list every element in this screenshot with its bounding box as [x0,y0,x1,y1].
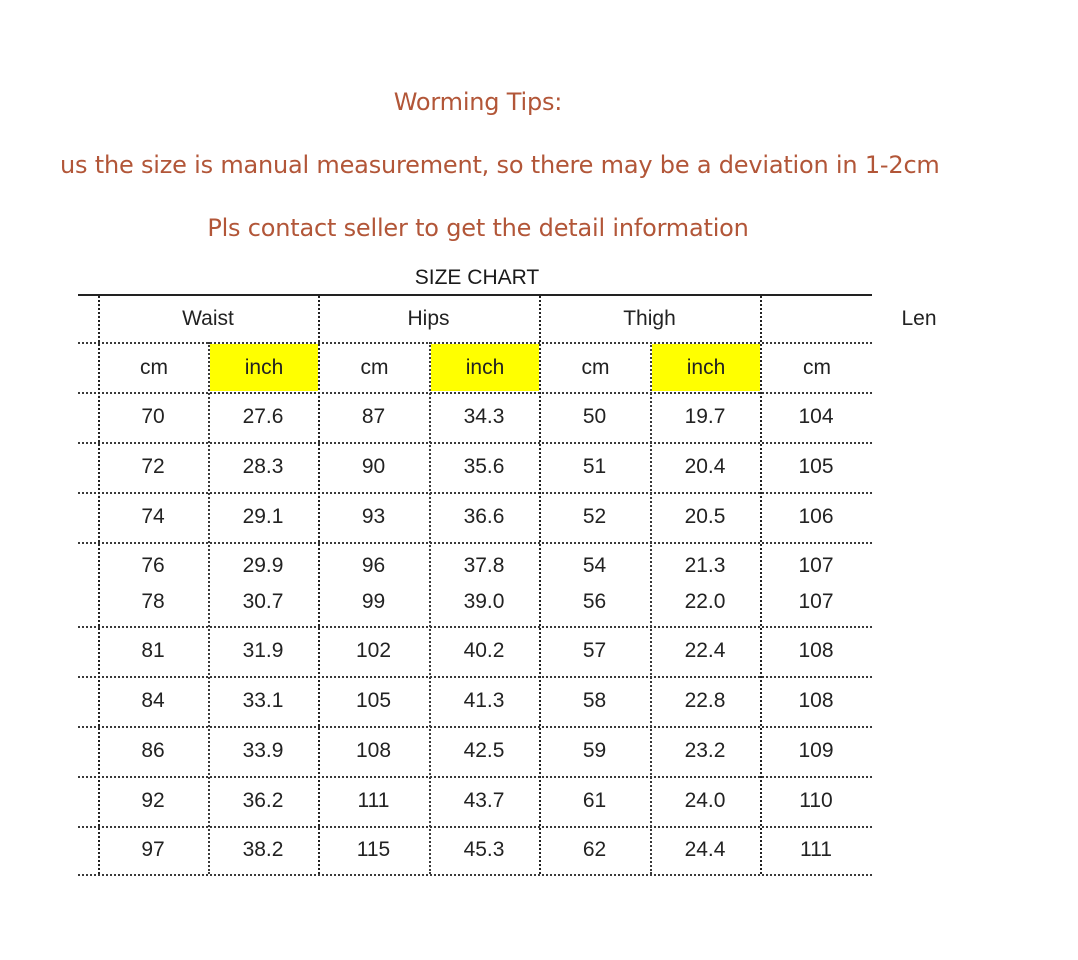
cell-value: 74 [141,505,165,528]
cell-value: 110 [799,789,833,812]
table-cell [539,826,650,874]
unit-header-inch: inch [652,344,760,391]
cell-value: 107 [798,590,834,613]
unit-header-inch: inch [431,344,539,391]
cell-value: 105 [355,689,392,712]
table-cell [429,676,539,726]
table-cell [760,542,872,626]
table-cell [650,442,760,492]
cell-value: 78 [141,590,165,613]
table-cell [429,492,539,542]
cell-value: 50 [582,405,607,428]
table-cell [539,492,650,542]
cell-value: 62 [582,838,607,861]
cell-value: 86 [141,739,165,762]
cell-value: 36.2 [242,789,284,812]
cell-value: 51 [582,455,607,478]
cell-value: 57 [582,639,607,662]
table-cell [760,726,872,776]
cell-value: 33.9 [242,739,284,762]
cell-value: 31.9 [242,639,284,662]
cell-value: 109 [798,739,834,762]
cell-value: 76 [141,554,165,577]
table-cell [98,676,208,726]
cell-value: 54 [582,554,607,577]
cell-value: 27.6 [242,405,284,428]
table-cell [318,392,429,442]
table-cell [650,826,760,874]
cell-value: 108 [355,739,392,762]
table-cell [98,776,208,826]
cell-value: 43.7 [463,789,505,812]
cell-value: 29.9 [242,554,284,577]
cell-value: 61 [582,789,607,812]
table-cell [539,542,650,626]
tips-deviation-note: us the size is manual measurement, so there may be a deviation in 1-2cm [60,151,940,179]
table-cell [650,626,760,676]
cell-value: 56 [582,590,607,613]
table-cell [539,392,650,442]
cell-value: 92 [141,789,165,812]
table-cell [650,676,760,726]
table-cell [208,442,318,492]
size-chart-title: SIZE CHART [414,266,540,289]
table-cell [208,542,318,626]
table-cell [208,676,318,726]
table-cell [539,676,650,726]
table-cell [539,776,650,826]
table-cell [98,492,208,542]
group-header-waist: Waist [182,307,234,330]
table-cell [208,626,318,676]
table-cell [760,442,872,492]
cell-value: 40.2 [463,639,505,662]
table-cell [318,626,429,676]
table-cell [318,442,429,492]
cell-value: 35.6 [463,455,505,478]
table-cell [318,776,429,826]
cell-value: 19.7 [684,405,726,428]
table-cell [760,392,872,442]
cell-value: 104 [798,405,834,428]
cell-value: 41.3 [463,689,505,712]
cell-value: 37.8 [463,554,505,577]
cell-value: 96 [361,554,386,577]
unit-header-inch: inch [210,344,318,391]
table-cell [208,776,318,826]
unit-header-cm: cm [360,355,389,379]
cell-value: 23.2 [684,739,726,762]
table-cell [760,626,872,676]
table-cell [98,442,208,492]
cell-value: 36.6 [463,505,505,528]
table-cell [650,392,760,442]
cell-value: 90 [361,455,386,478]
table-cell [208,826,318,874]
table-cell [429,626,539,676]
cell-value: 38.2 [242,838,284,861]
cell-value: 59 [582,739,607,762]
cell-value: 97 [141,838,165,861]
table-cell [429,392,539,442]
cell-value: 106 [798,505,834,528]
cell-value: 20.4 [684,455,726,478]
table-cell [429,776,539,826]
group-header-thigh: Thigh [623,307,676,330]
table-cell [429,542,539,626]
table-cell [760,826,872,874]
table-cell [318,676,429,726]
cell-value: 22.4 [684,639,726,662]
cell-value: 33.1 [242,689,284,712]
table-cell [650,492,760,542]
table-cell [98,392,208,442]
table-cell [650,776,760,826]
cell-value: 111 [800,838,832,861]
cell-value: 28.3 [242,455,284,478]
table-cell [760,676,872,726]
table-cell [98,726,208,776]
table-cell [208,492,318,542]
table-cell [98,826,208,874]
cell-value: 30.7 [242,590,284,613]
cell-value: 42.5 [463,739,505,762]
table-cell [98,626,208,676]
cell-value: 105 [798,455,834,478]
cell-value: 24.4 [684,838,726,861]
table-row-divider [78,874,872,876]
cell-value: 22.8 [684,689,726,712]
table-cell [650,726,760,776]
unit-header-cm: cm [581,355,610,379]
cell-value: 99 [361,590,386,613]
cell-value: 115 [356,838,391,861]
cell-value: 84 [141,689,165,712]
cell-value: 70 [141,405,165,428]
group-header-len: Len [901,307,937,330]
cell-value: 52 [582,505,607,528]
cell-value: 111 [357,789,390,812]
cell-value: 72 [141,455,165,478]
cell-value: 45.3 [463,838,505,861]
cell-value: 81 [141,639,165,662]
cell-value: 39.0 [463,590,505,613]
cell-value: 21.3 [684,554,726,577]
table-cell [760,492,872,542]
cell-value: 58 [582,689,607,712]
cell-value: 102 [355,639,392,662]
unit-header-cm: cm [803,355,831,379]
table-cell [539,726,650,776]
table-cell [208,392,318,442]
table-cell [429,442,539,492]
table-cell [429,726,539,776]
cell-value: 108 [798,689,834,712]
cell-value: 22.0 [684,590,726,613]
cell-value: 107 [798,554,834,577]
cell-value: 108 [798,639,834,662]
table-cell [760,776,872,826]
tips-contact-note: Pls contact seller to get the detail information [207,214,749,242]
table-cell [429,826,539,874]
table-cell [318,726,429,776]
cell-value: 87 [361,405,386,428]
cell-value: 24.0 [684,789,726,812]
table-cell [318,542,429,626]
table-cell [650,542,760,626]
table-cell [318,492,429,542]
tips-title: Worming Tips: [393,88,563,116]
table-cell [318,826,429,874]
table-cell [539,626,650,676]
cell-value: 20.5 [684,505,726,528]
group-header-hips: Hips [407,307,450,330]
table-cell [98,542,208,626]
table-cell [208,726,318,776]
size-chart-table [78,294,937,876]
cell-value: 29.1 [242,505,284,528]
cell-value: 93 [361,505,386,528]
cell-value: 34.3 [463,405,505,428]
table-cell [539,442,650,492]
unit-header-cm: cm [140,355,168,379]
